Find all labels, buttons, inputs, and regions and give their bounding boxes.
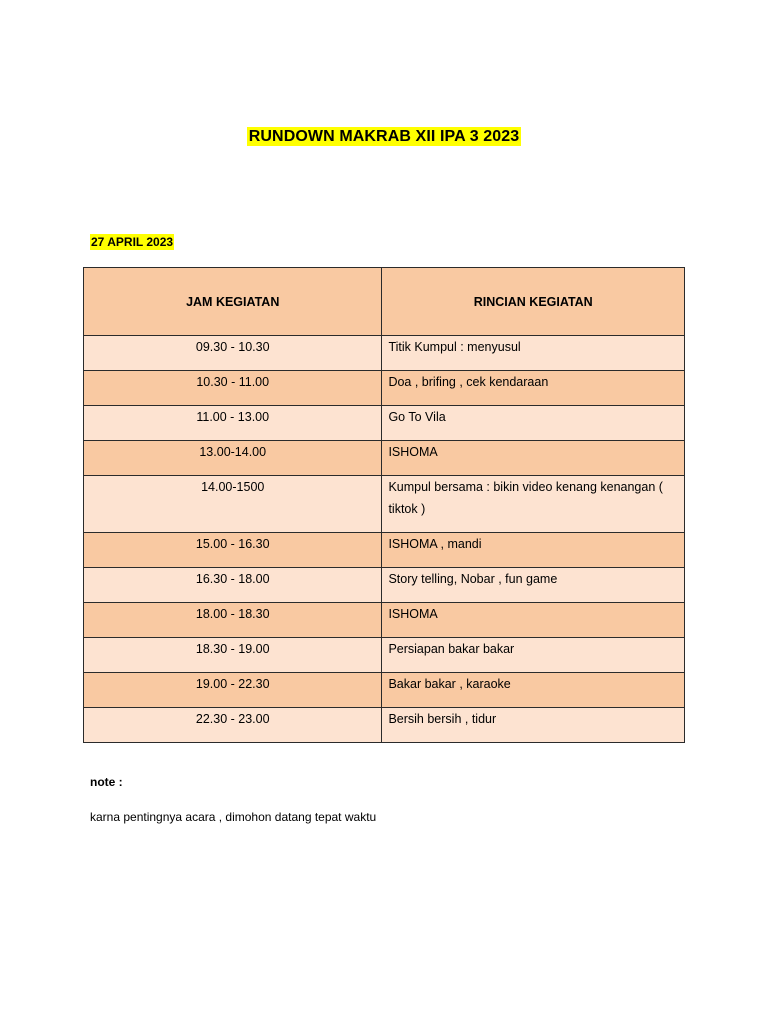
row-time: 19.00 - 22.30 <box>84 673 382 708</box>
table-row <box>84 603 685 638</box>
rundown-table <box>83 267 685 743</box>
table-header-row <box>84 268 685 336</box>
row-detail: Kumpul bersama : bikin video kenang kenangan ( tiktok ) <box>382 476 685 533</box>
table-row <box>84 441 685 476</box>
page-title-wrap <box>0 128 768 146</box>
note-label: note : <box>90 775 123 789</box>
row-time: 09.30 - 10.30 <box>84 336 382 371</box>
row-detail: Bakar bakar , karaoke <box>382 673 685 708</box>
page-title: RUNDOWN MAKRAB XII IPA 3 2023 <box>248 128 520 145</box>
row-detail: Bersih bersih , tidur <box>382 708 685 743</box>
row-time: 18.30 - 19.00 <box>84 638 382 673</box>
table-row <box>84 568 685 603</box>
header-time: JAM KEGIATAN <box>84 268 382 336</box>
row-time: 13.00-14.00 <box>84 441 382 476</box>
row-detail: Titik Kumpul : menyusul <box>382 336 685 371</box>
note-text: karna pentingnya acara , dimohon datang tepat waktu <box>90 810 377 824</box>
row-detail: Doa , brifing , cek kendaraan <box>382 371 685 406</box>
row-detail: ISHOMA <box>382 441 685 476</box>
row-detail: ISHOMA <box>382 603 685 638</box>
row-time: 16.30 - 18.00 <box>84 568 382 603</box>
row-time: 15.00 - 16.30 <box>84 533 382 568</box>
row-time: 22.30 - 23.00 <box>84 708 382 743</box>
table-row <box>84 708 685 743</box>
table-row <box>84 406 685 441</box>
row-detail: Persiapan bakar bakar <box>382 638 685 673</box>
row-detail: Story telling, Nobar , fun game <box>382 568 685 603</box>
table-row <box>84 336 685 371</box>
table-row <box>84 533 685 568</box>
row-detail: Go To Vila <box>382 406 685 441</box>
row-detail: ISHOMA , mandi <box>382 533 685 568</box>
row-time: 10.30 - 11.00 <box>84 371 382 406</box>
header-detail: RINCIAN KEGIATAN <box>382 268 685 336</box>
table-row <box>84 673 685 708</box>
table-row <box>84 371 685 406</box>
row-time: 14.00-1500 <box>84 476 382 533</box>
row-time: 11.00 - 13.00 <box>84 406 382 441</box>
table-row <box>84 638 685 673</box>
row-time: 18.00 - 18.30 <box>84 603 382 638</box>
event-date: 27 APRIL 2023 <box>91 235 174 249</box>
table-row <box>84 476 685 533</box>
